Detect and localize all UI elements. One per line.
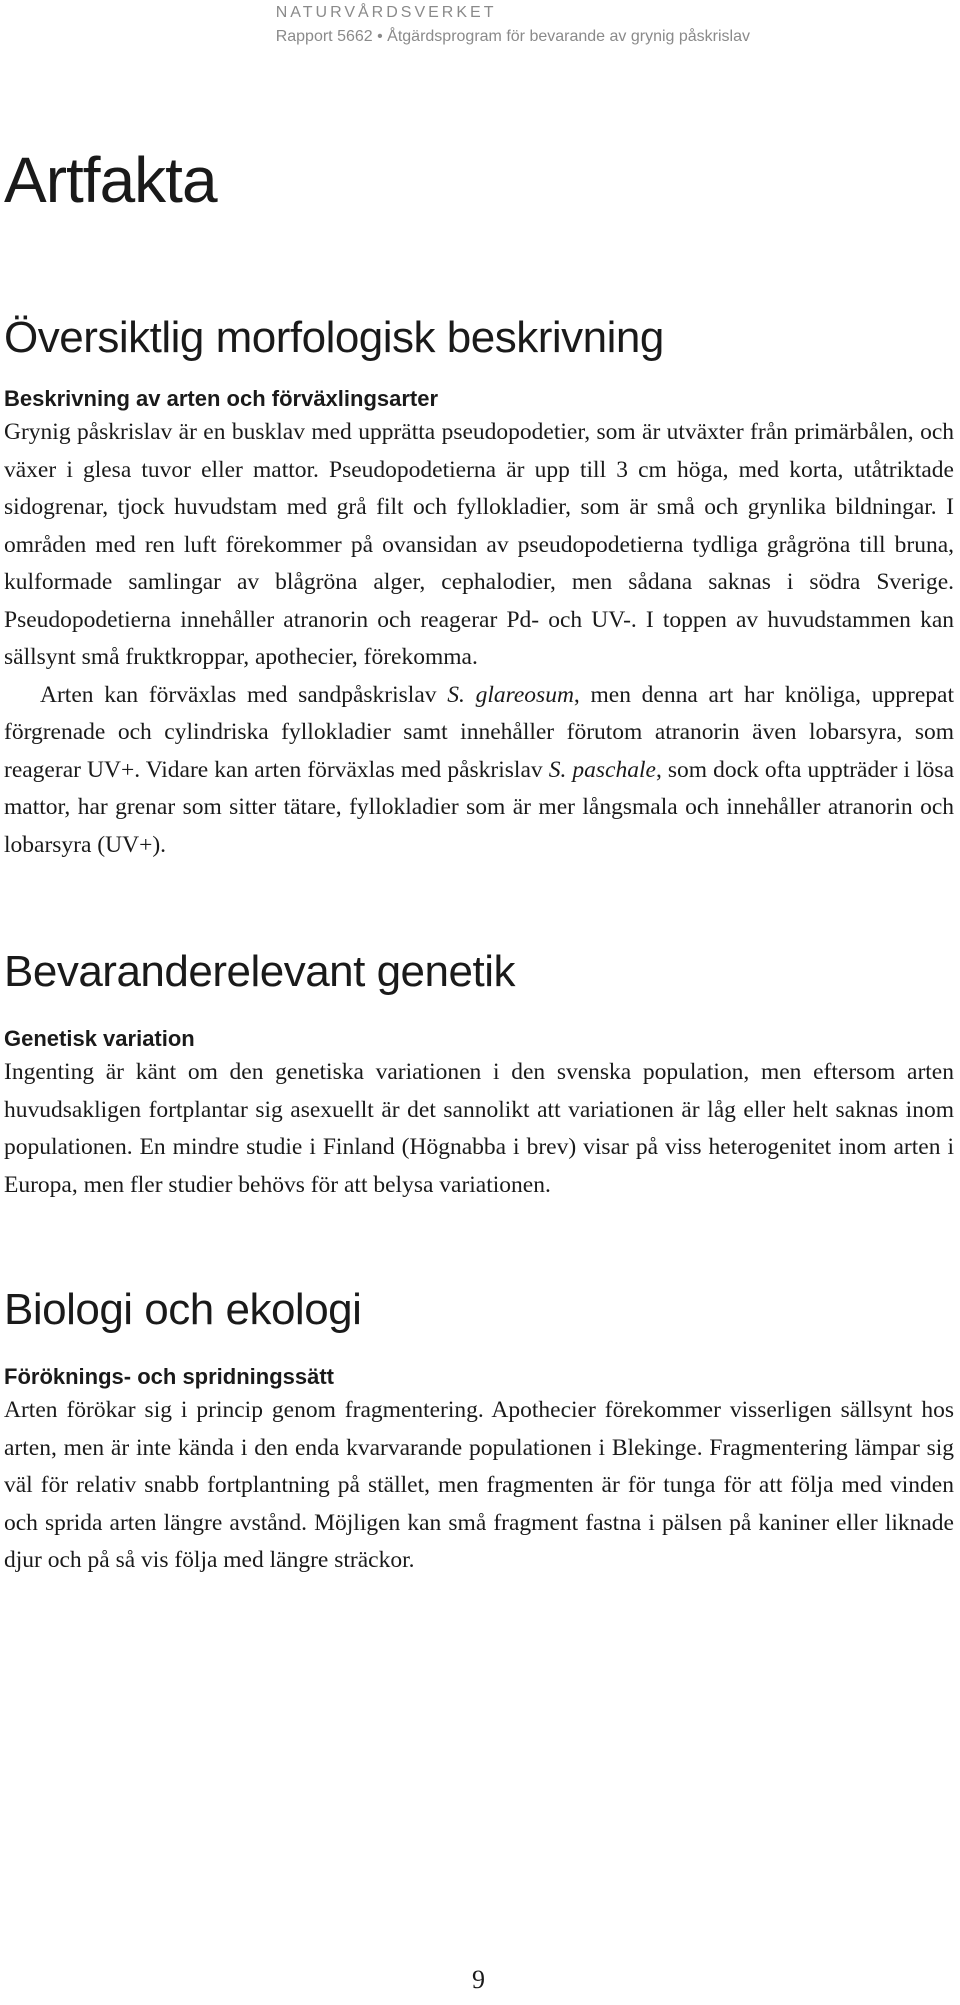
paragraph-reproduction: Arten förökar sig i princip genom fragmentering. Apothecier förekommer visserligen sällsynt hos arten, men är inte kända i den enda kvarvarande populationen i Blekinge. Fragmentering lämpar sig väl för relativ snabb fortplantning på stället, men fragmenten är för tunga för att följa med vinden och sprida arten längre avstånd. Möjligen kan små fragment fastna i pälsen på kaniner eller liknade djur och på så vis följa med längre sträckor. [4, 1397, 954, 1573]
section-heading: Översiktlig morfologisk beskrivning [4, 313, 664, 362]
main-content [4, 140, 954, 1580]
paragraph-genetic-variation: Ingenting är känt om den genetiska variationen i den svenska population, men eftersom arten huvudsakligen fortplantar sig asexuellt är det sannolikt att variationen är låg eller helt saknas inom populationen. En mindre studie i Finland (Högnabba i brev) visar på viss heterogenitet inom arten i Europa, men fler studier behövs för att belysa variationen. [4, 1059, 954, 1198]
subsection-heading: Beskrivning av arten och förväxlingsarter [4, 386, 439, 411]
text-segment: , men denna art har knöliga, upprepat förgrenade och cylindriska fyllokladier samt innehåller förutom atranorin även lobarsyra, som reagerar UV+. Vidare kan arten förväxlas med påskrislav [4, 681, 954, 783]
page-title: Artfakta [4, 144, 217, 216]
section-biology [4, 1282, 954, 1580]
text-segment: , som dock ofta uppträder i lösa mattor, har grenar som sitter tätare, fyllokladier som är mer långsmala och innehåller atranorin och lobarsyra (UV+). [4, 756, 954, 858]
subsection-heading: Genetisk variation [4, 1026, 195, 1051]
text-segment: Arten kan förväxlas med sandpåskrislav [40, 681, 448, 708]
species-name: S. glareosum [447, 681, 574, 708]
subsection-heading: Föröknings- och spridningssätt [4, 1364, 335, 1389]
paragraph-confusion-species [4, 677, 954, 865]
header-report-title: Rapport 5662 • Åtgärdsprogram för bevarande av grynig påskrislav [275, 28, 750, 45]
section-morphology [4, 310, 954, 864]
section-heading: Bevaranderelevant genetik [4, 947, 515, 996]
paragraph-description: Grynig påskrislav är en busklav med upprätta pseudopodetier, som är utväxter från primärbålen, och växer i glesa tuvor eller mattor. Pseudopodetierna är upp till 3 cm höga, med korta, utåtriktade sidogrenar, tjock huvudstam med grå filt och fyllokladier, som är små och grynlika bildningar. I områden med ren luft förekommer på ovansidan av pseudopodetierna tydliga grågröna till bruna, kulformade samlingar av blågröna alger, cephalodier, men sådana saknas i södra Sverige. Pseudopodetierna innehåller atranorin och reagerar Pd- och UV-. I toppen av huvudstammen kan sällsynt små fruktkroppar, apothecier, förekomma. [4, 419, 954, 670]
section-genetics [4, 944, 954, 1204]
section-heading: Biologi och ekologi [4, 1285, 362, 1334]
header-organization: NATURVÅRDSVERKET [275, 4, 497, 21]
page-header [276, 2, 750, 48]
page-number: 9 [472, 1965, 485, 1994]
species-name: S. paschale [548, 756, 656, 783]
